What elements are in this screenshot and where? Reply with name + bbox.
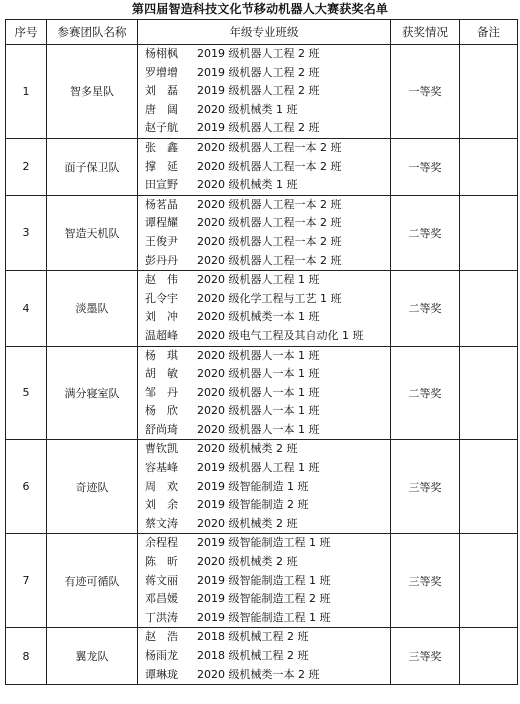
remarks-cell [460,346,518,440]
member-name: 邓昌媛 [145,592,178,606]
member-list [138,534,391,628]
row-number: 2 [6,138,47,195]
member-list [138,45,391,139]
member-class: 2020 级化学工程与工艺 1 班 [197,291,342,305]
remarks-cell [460,271,518,346]
member-class: 2019 级机器人工程 2 班 [197,47,320,60]
member-class: 2020 级机械类 2 班 [197,555,298,569]
member-class: 2020 级机器人工程一本 2 班 [197,216,342,230]
member-name: 罗增增 [145,65,178,79]
member-list [138,440,391,534]
member-name: 温超峰 [145,328,178,342]
header-award: 获奖情况 [391,20,460,45]
remarks-cell [460,534,518,628]
table-row [6,440,518,534]
member-entry [145,196,390,215]
header-class: 年级专业班级 [138,20,391,45]
member-name: 蔡文涛 [145,516,178,530]
member-class: 2019 级智能制造 1 班 [197,479,309,493]
member-entry [145,101,390,120]
member-entry [145,327,390,346]
team-name: 面子保卫队 [47,138,138,195]
member-name: 丁洪涛 [145,610,178,624]
member-class: 2020 级电气工程及其自动化 1 班 [197,328,364,342]
member-class: 2019 级智能制造工程 2 班 [197,592,331,606]
remarks-cell [460,195,518,270]
table-row [6,138,518,195]
member-name: 邹 丹 [145,385,178,399]
row-number: 8 [6,628,47,685]
member-class: 2020 级机器人工程 1 班 [197,273,320,287]
team-name: 有迹可循队 [47,534,138,628]
member-name: 杨茗晶 [145,197,178,211]
award-table [5,19,518,685]
member-entry [145,553,390,572]
member-entry [145,45,390,64]
member-list [138,138,391,195]
member-name: 刘 磊 [145,84,178,98]
member-name: 容基峰 [145,461,178,475]
member-entry [145,534,390,553]
table-row [6,195,518,270]
award-level: 二等奖 [391,346,460,440]
document-title: 第四届智造科技文化节移动机器人大赛获奖名单 [131,2,389,16]
member-entry [145,158,390,177]
table-row [6,534,518,628]
row-number: 4 [6,271,47,346]
member-name: 刘 冲 [145,310,178,324]
row-number: 6 [6,440,47,534]
member-name: 舒尚琦 [145,422,178,436]
member-entry [145,384,390,403]
team-name: 奇迹队 [47,440,138,534]
member-entry [145,459,390,478]
member-entry [145,628,390,647]
award-level: 一等奖 [391,45,460,139]
member-class: 2020 级机器人一本 1 班 [197,367,320,381]
row-number: 3 [6,195,47,270]
award-level: 三等奖 [391,628,460,685]
member-entry [145,214,390,233]
member-entry [145,647,390,666]
award-level: 三等奖 [391,534,460,628]
member-list [138,195,391,270]
member-entry [145,365,390,384]
member-class: 2019 级智能制造工程 1 班 [197,573,331,587]
row-number: 1 [6,45,47,139]
member-entry [145,496,390,515]
member-name: 杨雨龙 [145,649,178,662]
header-note: 备注 [460,20,518,45]
table-row [6,628,518,685]
table-row [6,45,518,139]
member-entry [145,347,390,366]
member-class: 2020 级机器人一本 1 班 [197,404,320,418]
member-class: 2020 级机器人工程一本 2 班 [197,159,342,173]
member-name: 张 鑫 [145,140,178,154]
member-entry [145,308,390,327]
member-name: 曹钦凯 [145,442,178,456]
member-name: 王俊尹 [145,234,178,248]
member-class: 2019 级智能制造工程 1 班 [197,610,331,624]
remarks-cell [460,628,518,685]
member-class: 2019 级机器人工程 2 班 [197,84,320,98]
member-name: 孔令宇 [145,291,178,305]
member-class: 2018 级机械工程 2 班 [197,630,309,644]
member-name: 赵 伟 [145,273,178,287]
member-entry [145,421,390,440]
member-entry [145,176,390,195]
team-name: 智造天机队 [47,195,138,270]
member-entry [145,119,390,138]
member-name: 周 欢 [145,479,178,493]
member-class: 2020 级机器人一本 1 班 [197,385,320,399]
member-list [138,628,391,685]
remarks-cell [460,440,518,534]
member-class: 2020 级机械类 2 班 [197,442,298,456]
member-class: 2020 级机器人一本 1 班 [197,348,320,362]
member-entry [145,440,390,459]
member-name: 陈 昕 [145,555,178,569]
table-row [6,271,518,346]
member-entry [145,572,390,591]
member-entry [145,82,390,101]
member-class: 2019 级智能制造 2 班 [197,498,309,512]
member-list [138,346,391,440]
member-class: 2020 级机械类 1 班 [197,178,298,192]
member-name: 赵 浩 [145,630,178,644]
member-class: 2020 级机器人工程一本 2 班 [197,197,342,211]
member-class: 2018 级机械工程 2 班 [197,649,309,662]
member-class: 2020 级机器人工程一本 2 班 [197,234,342,248]
member-class: 2020 级机械类 1 班 [197,102,298,116]
member-name: 杨栩枫 [145,47,178,60]
member-name: 杨 欣 [145,404,178,418]
member-entry [145,139,390,158]
member-entry [145,252,390,271]
row-number: 5 [6,346,47,440]
row-number: 7 [6,534,47,628]
member-entry [145,609,390,628]
member-list [138,271,391,346]
header-row [6,20,518,45]
member-entry [145,64,390,83]
member-name: 蒋文丽 [145,573,178,587]
member-name: 赵子航 [145,121,178,135]
member-name: 唐 阔 [145,102,178,116]
member-name: 谭琳珑 [145,667,178,681]
member-class: 2019 级机器人工程 1 班 [197,461,320,475]
team-name: 智多星队 [47,45,138,139]
remarks-cell [460,45,518,139]
award-level: 三等奖 [391,440,460,534]
member-class: 2020 级机械类一本 1 班 [197,310,320,324]
member-entry [145,271,390,290]
member-class: 2020 级机器人一本 1 班 [197,422,320,436]
member-name: 刘 余 [145,498,178,512]
team-name: 翼龙队 [47,628,138,685]
member-entry [145,402,390,421]
member-name: 田宣野 [145,178,178,192]
header-no: 序号 [6,20,47,45]
member-class: 2019 级机器人工程 2 班 [197,65,320,79]
member-entry [145,590,390,609]
member-name: 谭程耀 [145,216,178,230]
member-name: 余程程 [145,536,178,550]
member-name: 撑 延 [145,159,178,173]
award-level: 一等奖 [391,138,460,195]
member-name: 彭丹丹 [145,253,178,267]
member-entry [145,233,390,252]
team-name: 淡墨队 [47,271,138,346]
remarks-cell [460,138,518,195]
member-name: 胡 敏 [145,367,178,381]
member-class: 2020 级机器人工程一本 2 班 [197,253,342,267]
award-level: 二等奖 [391,271,460,346]
award-level: 二等奖 [391,195,460,270]
team-name: 满分寝室队 [47,346,138,440]
member-entry [145,478,390,497]
member-class: 2020 级机械类一本 2 班 [197,667,320,681]
member-class: 2019 级智能制造工程 1 班 [197,536,331,550]
header-team: 参赛团队名称 [47,20,138,45]
member-entry [145,515,390,534]
member-class: 2020 级机器人工程一本 2 班 [197,140,342,154]
member-class: 2020 级机械类 2 班 [197,516,298,530]
member-name: 杨 琪 [145,348,178,362]
member-entry [145,666,390,685]
member-entry [145,290,390,309]
member-class: 2019 级机器人工程 2 班 [197,121,320,135]
table-row [6,346,518,440]
